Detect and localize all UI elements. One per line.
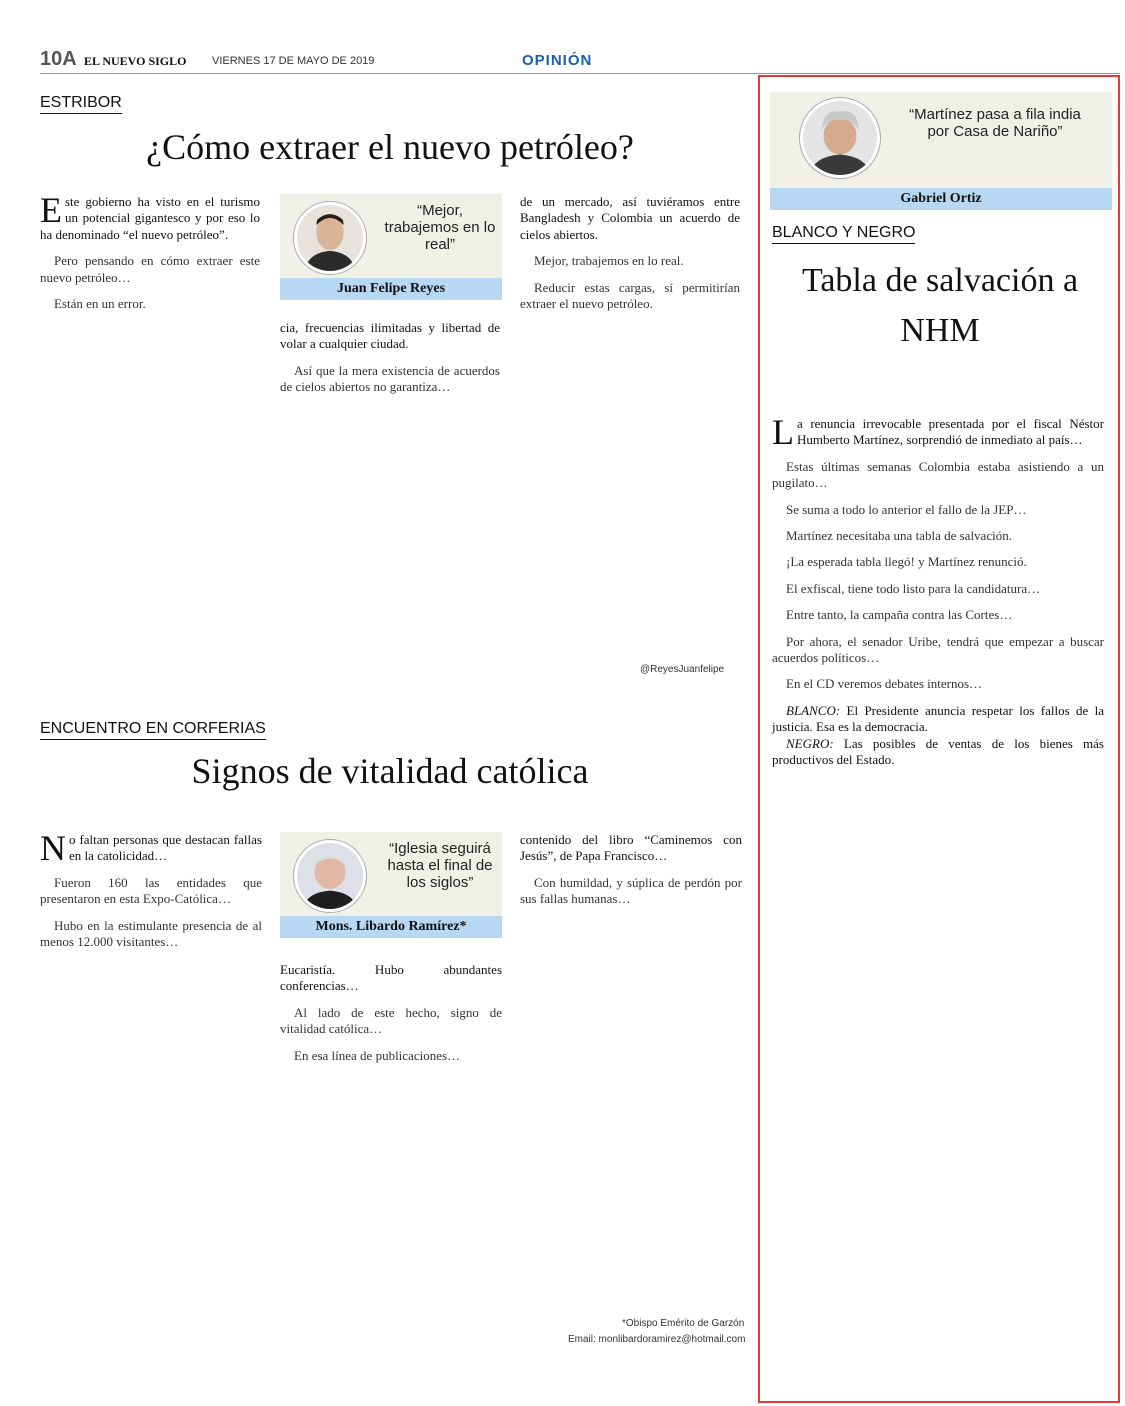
issue-date: VIERNES 17 DE MAYO DE 2019 bbox=[212, 55, 375, 67]
text-excerpt: Por ahora, el senador Uribe, tendrá que empezar a buscar acuerdos políticos… bbox=[772, 633, 1104, 666]
corferias-column-1 bbox=[40, 828, 262, 950]
text-excerpt: El exfiscal, tiene todo listo para la candidatura… bbox=[786, 580, 1041, 596]
page-number: 10A bbox=[40, 48, 77, 70]
corferias-column-2 bbox=[280, 962, 502, 1064]
text-excerpt: Están en un error. bbox=[54, 296, 146, 312]
blanco-negro-headline: Tabla de salvación a NHM bbox=[801, 262, 1079, 349]
text-excerpt: Estas últimas semanas Colombia estaba asistiendo a un pugilato… bbox=[772, 458, 1104, 491]
text-excerpt: Martínez necesitaba una tabla de salvación. bbox=[786, 528, 1012, 544]
text-excerpt: ste gobierno ha visto en el turismo un potencial gigantesco y por eso lo ha denominado “el nuevo petróleo”. bbox=[40, 194, 260, 242]
author-name: Gabriel Ortiz bbox=[770, 188, 1112, 210]
text-excerpt: Al lado de este hecho, signo de vitalidad católica… bbox=[280, 1004, 502, 1037]
text-excerpt: En el CD veremos debates internos… bbox=[786, 676, 983, 692]
author-name: Mons. Libardo Ramírez* bbox=[280, 916, 502, 938]
negro-label: NEGRO: bbox=[786, 735, 834, 751]
estribor-kicker: ESTRIBOR bbox=[40, 94, 122, 114]
pull-quote: “Mejor, trabajemos en lo real” bbox=[384, 202, 496, 253]
text-excerpt: En esa línea de publicaciones… bbox=[294, 1047, 461, 1063]
text-excerpt: ¡La esperada tabla llegó! y Martínez renunció. bbox=[786, 554, 1027, 570]
text-excerpt: Eucaristía. Hubo abundantes conferencias… bbox=[280, 962, 502, 994]
corferias-column-3 bbox=[520, 832, 742, 908]
portrait-icon bbox=[297, 843, 363, 909]
text-excerpt: Con humildad, y súplica de perdón por sus fallas humanas… bbox=[520, 874, 742, 907]
pull-quote: “Martínez pasa a fila india por Casa de Nariño” bbox=[909, 106, 1081, 140]
text-excerpt: contenido del libro “Caminemos con Jesús”, de Papa Francisco… bbox=[520, 832, 742, 864]
author-name: Juan Felipe Reyes bbox=[280, 278, 502, 300]
author-email: Email: monlibardoramirez@hotmail.com bbox=[568, 1334, 746, 1345]
blanco-note bbox=[772, 703, 1104, 736]
byline-box-ortiz bbox=[770, 92, 1112, 210]
text-excerpt: de un mercado, así tuviéramos entre Bangladesh y Colombia un acuerdo de cielos abiertos. bbox=[520, 194, 740, 242]
text-excerpt: o faltan personas que destacan fallas en la catolicidad… bbox=[69, 832, 262, 864]
text-excerpt: Se suma a todo lo anterior el fallo de la JEP… bbox=[786, 501, 1027, 517]
masthead bbox=[40, 48, 1120, 74]
drop-cap: L bbox=[772, 412, 794, 452]
estribor-column-2 bbox=[280, 320, 500, 396]
text-excerpt: Mejor, trabajemos en lo real. bbox=[534, 253, 684, 269]
byline-box-reyes bbox=[280, 194, 502, 300]
author-photo bbox=[800, 98, 880, 178]
section-title: OPINIÓN bbox=[522, 52, 593, 69]
blanco-negro-column bbox=[772, 412, 1104, 769]
author-photo bbox=[294, 840, 366, 912]
negro-text: Las posibles de ventas de los bienes más productivos del Estado. bbox=[772, 735, 1104, 768]
blanco-label: BLANCO: bbox=[786, 702, 841, 718]
blanco-negro-kicker: BLANCO Y NEGRO bbox=[772, 224, 915, 244]
negro-note bbox=[772, 736, 1104, 769]
text-excerpt: Así que la mera existencia de acuerdos de cielos abiertos no garantiza… bbox=[280, 362, 500, 395]
twitter-handle: @ReyesJuanfelipe bbox=[640, 664, 725, 675]
blanco-text: El Presidente anuncia respetar los fallos de la justicia. Esa es la democracia. bbox=[772, 702, 1104, 735]
footnote: *Obispo Emérito de Garzón bbox=[622, 1318, 745, 1329]
drop-cap: N bbox=[40, 828, 66, 868]
text-excerpt: Reducir estas cargas, sí permitirían extraer el nuevo petróleo. bbox=[520, 279, 740, 312]
pull-quote: “Iglesia seguirá hasta el final de los siglos” bbox=[387, 840, 493, 891]
portrait-icon bbox=[803, 101, 877, 175]
text-excerpt: Hubo en la estimulante presencia de al menos 12.000 visitantes… bbox=[40, 917, 262, 950]
byline-box-ramirez bbox=[280, 832, 502, 938]
corferias-kicker: ENCUENTRO EN CORFERIAS bbox=[40, 720, 266, 740]
corferias-headline: Signos de vitalidad católica bbox=[191, 751, 589, 791]
text-excerpt: Entre tanto, la campaña contra las Cortes… bbox=[786, 607, 1013, 623]
portrait-icon bbox=[297, 205, 363, 271]
author-photo bbox=[294, 202, 366, 274]
drop-cap: E bbox=[40, 190, 62, 230]
text-excerpt: Pero pensando en cómo extraer este nuevo petróleo… bbox=[40, 253, 260, 285]
estribor-column-1 bbox=[40, 190, 260, 312]
text-excerpt: Fueron 160 las entidades que presentaron en esta Expo-Católica… bbox=[40, 874, 262, 907]
text-excerpt: a renuncia irrevocable presentada por el fiscal Néstor Humberto Martínez, sorprendió de inmediato al país… bbox=[797, 416, 1104, 448]
estribor-headline: ¿Cómo extraer el nuevo petróleo? bbox=[146, 127, 634, 167]
text-excerpt: cia, frecuencias ilimitadas y libertad de volar a cualquier ciudad. bbox=[280, 320, 500, 352]
estribor-column-3 bbox=[520, 194, 740, 312]
paper-name: EL NUEVO SIGLO bbox=[84, 54, 187, 68]
